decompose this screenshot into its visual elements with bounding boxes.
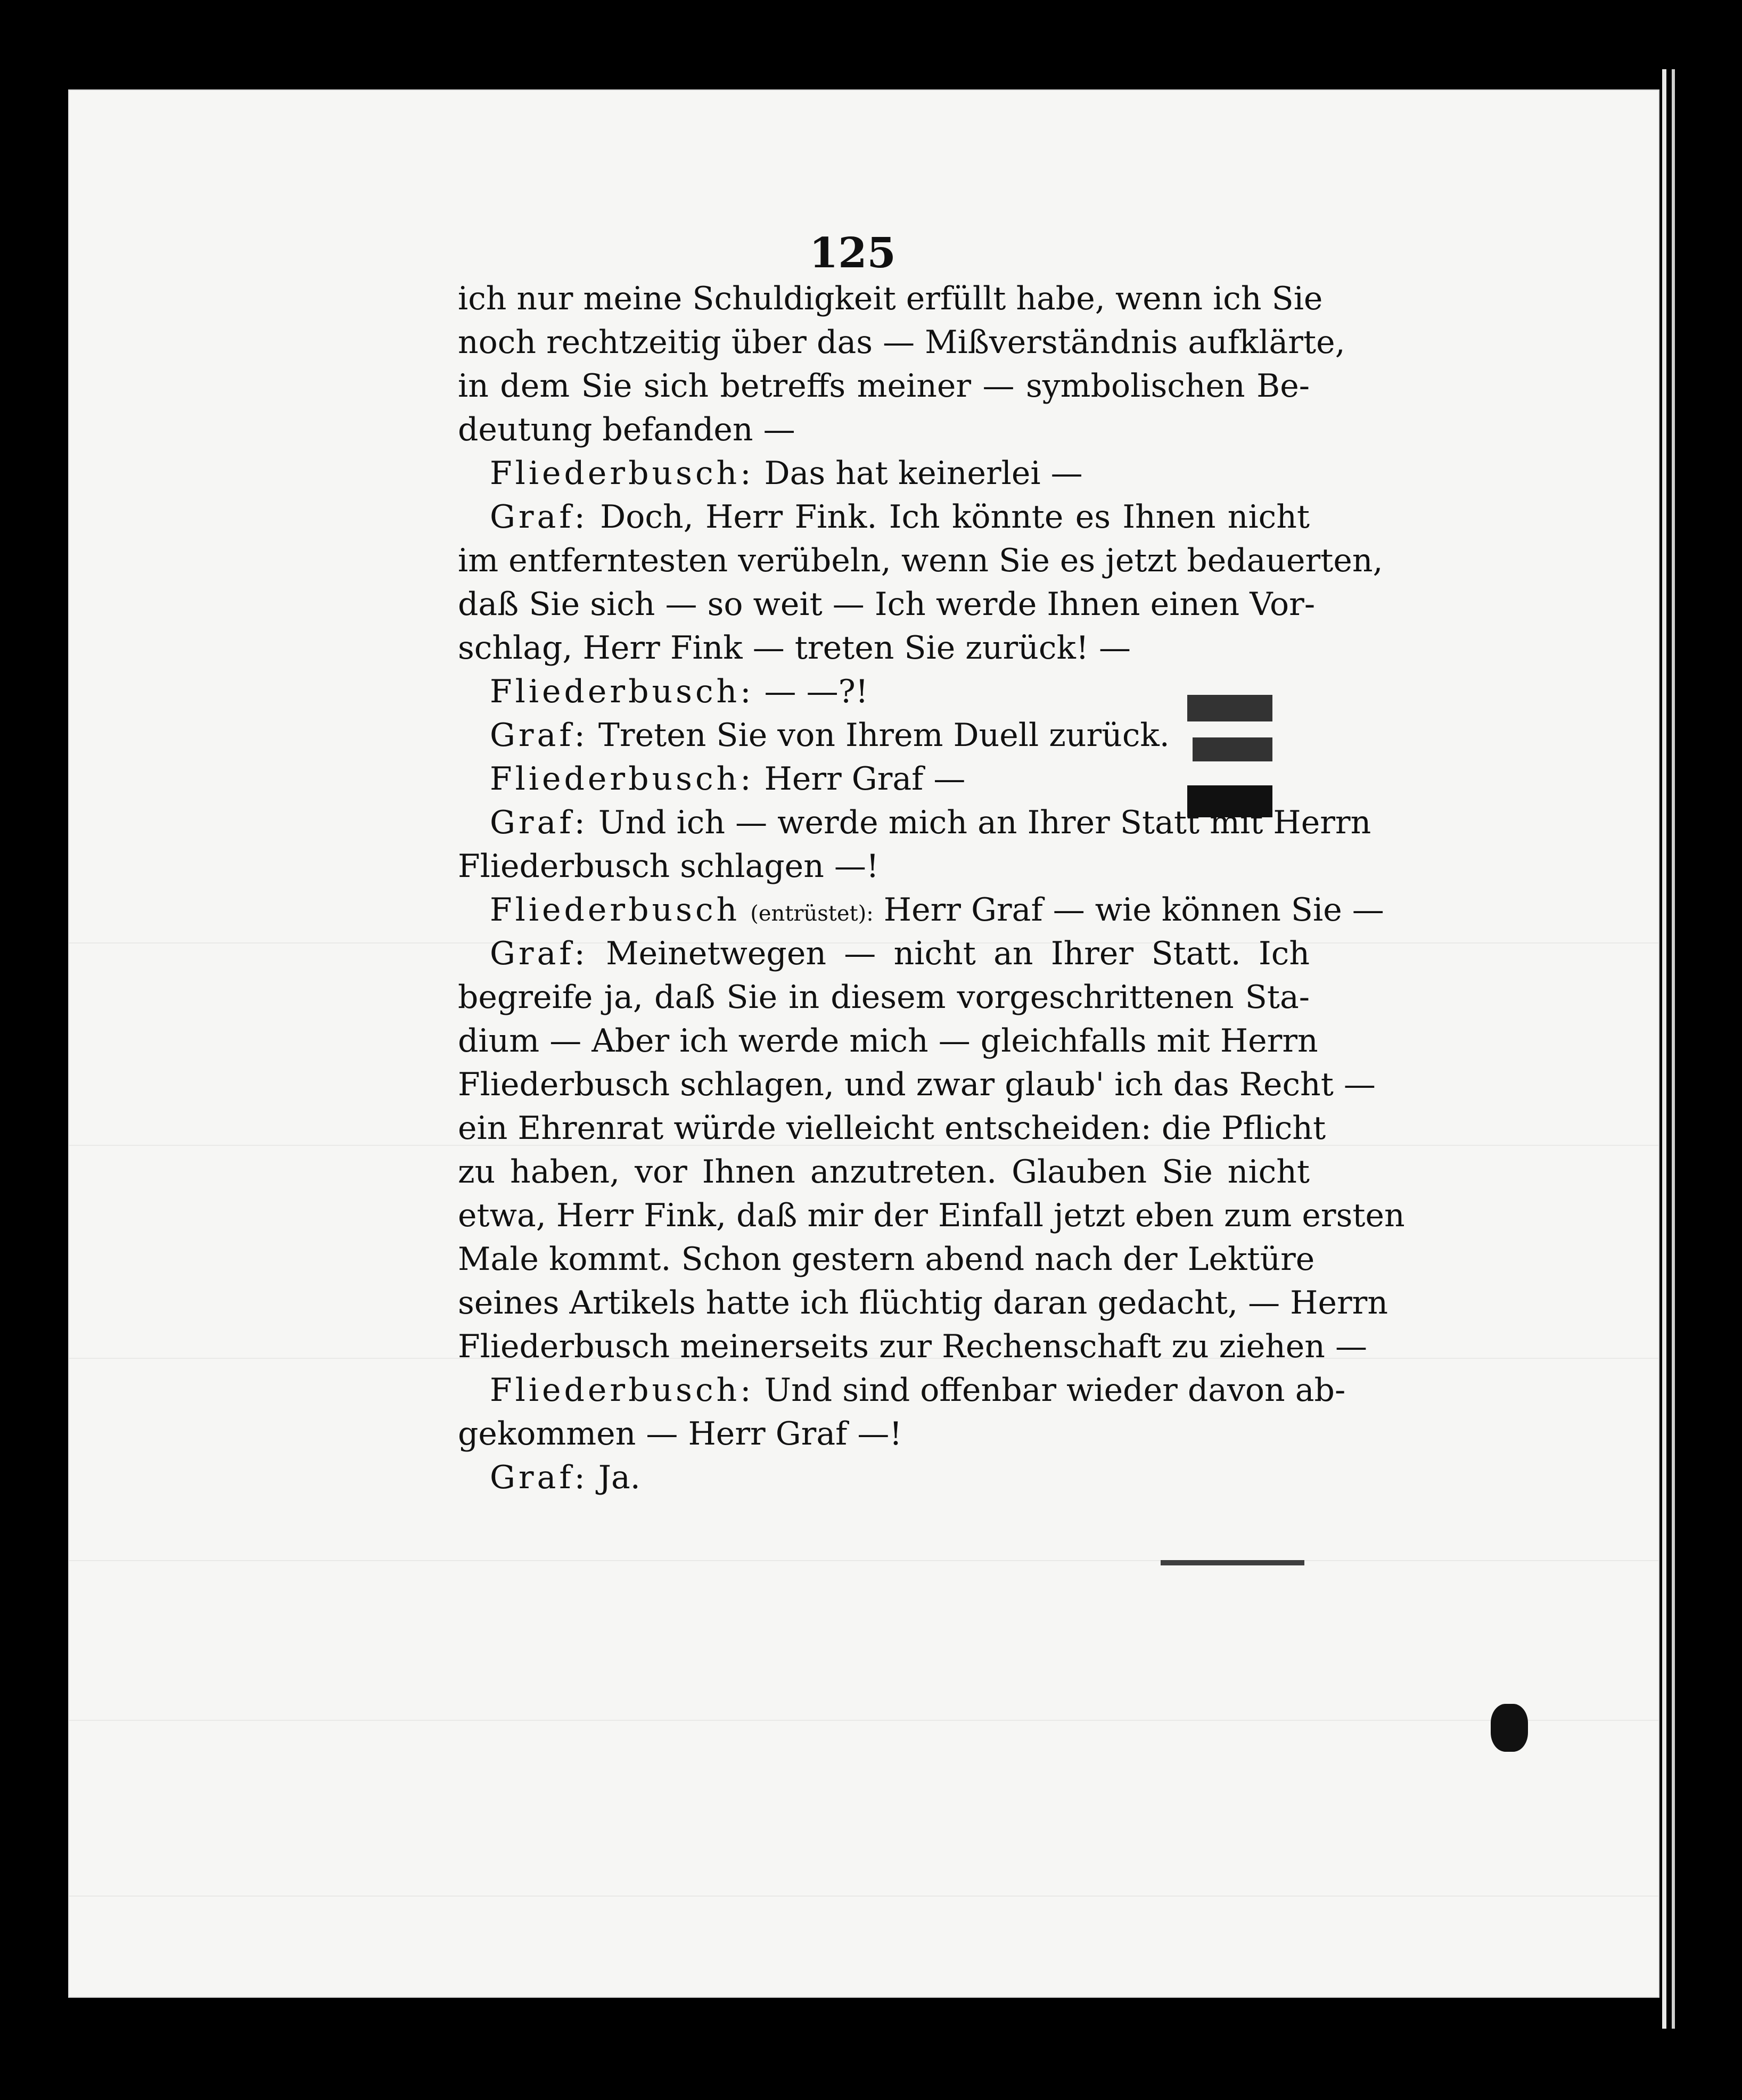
speaker-name: Fliederbusch: (490, 455, 754, 492)
text-line (458, 713, 1310, 757)
line-text: Und sind offenbar wieder davon ab- (764, 1372, 1346, 1409)
ink-blot (1491, 1704, 1528, 1752)
speaker-name: Graf: (490, 935, 588, 972)
line-text: Und ich — werde mich an Ihrer Statt mit Herrn (598, 804, 1371, 841)
line-text: deutung befanden — (458, 411, 795, 448)
line-text: Herr Graf — (764, 760, 966, 798)
ruling-line (69, 1560, 1658, 1561)
text-line (458, 1150, 1310, 1194)
text-line (458, 1019, 1318, 1063)
speaker-name: Graf: (490, 498, 588, 536)
text-line (458, 1281, 1388, 1325)
line-text: schlag, Herr Fink — treten Sie zurück! — (458, 629, 1131, 667)
line-text: dium — Aber ich werde mich — gleichfalls mit Herrn (458, 1022, 1318, 1060)
line-text: ein Ehrenrat würde vielleicht entscheiden: die Pflicht (458, 1110, 1326, 1147)
text-line (458, 408, 1310, 452)
text-line (458, 1412, 1310, 1456)
page-edge (1672, 69, 1675, 2029)
text-line (458, 1106, 1326, 1150)
text-line (458, 1325, 1367, 1368)
speaker-name: Fliederbusch: (490, 1372, 754, 1409)
speaker-name: Fliederbusch: (490, 673, 754, 710)
ink-smudge (1161, 1560, 1304, 1565)
line-text: Male kommt. Schon gestern abend nach der Lektüre (458, 1241, 1315, 1278)
text-line (458, 1063, 1376, 1106)
speaker-name: Graf: (490, 804, 588, 841)
text-line (458, 888, 1384, 932)
ruling-line (69, 1720, 1658, 1721)
line-text: Ja. (598, 1459, 640, 1496)
text-line (458, 844, 1310, 888)
line-text: gekommen — Herr Graf —! (458, 1415, 902, 1453)
line-text: Fliederbusch schlagen, und zwar glaub' ich das Recht — (458, 1066, 1376, 1103)
line-text: daß Sie sich — so weit — Ich werde Ihnen einen Vor- (458, 586, 1316, 623)
text-line (458, 583, 1316, 626)
text-line (458, 975, 1310, 1019)
text-line (458, 626, 1310, 670)
line-text: Doch, Herr Fink. Ich könnte es Ihnen nicht (600, 498, 1310, 536)
speaker-name: Graf: (490, 1459, 588, 1496)
line-text: Fliederbusch meinerseits zur Rechenschaft zu ziehen — (458, 1328, 1367, 1365)
line-text: seines Artikels hatte ich flüchtig daran gedacht, — Herrn (458, 1284, 1388, 1322)
line-text: begreife ja, daß Sie in diesem vorgeschrittenen Sta- (458, 979, 1310, 1016)
line-text: ich nur meine Schuldigkeit erfüllt habe, wenn ich Sie (458, 280, 1323, 317)
text-line (458, 321, 1345, 364)
page-number: 125 (809, 229, 896, 277)
line-text: zu haben, vor Ihnen anzutreten. Glauben Sie nicht (458, 1153, 1310, 1191)
line-text: Treten Sie von Ihrem Duell zurück. (598, 717, 1170, 754)
line-text: im entferntesten verübeln, wenn Sie es jetzt bedauerten, (458, 542, 1383, 579)
text-line (458, 801, 1371, 844)
text-line (458, 1237, 1315, 1281)
line-text: Fliederbusch schlagen —! (458, 848, 880, 885)
text-line (458, 932, 1310, 975)
stage-direction: (entrüstet): (750, 901, 874, 926)
page-edge (1662, 69, 1666, 2029)
speaker-name: Fliederbusch (490, 891, 741, 929)
text-line (458, 670, 1310, 713)
speaker-name: Graf: (490, 717, 588, 754)
line-text: Meinetwegen — nicht an Ihrer Statt. Ich (606, 935, 1310, 972)
text-line (458, 539, 1383, 583)
text-line (458, 452, 1310, 495)
text-line (458, 364, 1310, 408)
text-line (458, 757, 1310, 801)
line-text: — —?! (764, 673, 868, 710)
ruling-line (69, 1896, 1658, 1897)
text-line (458, 495, 1310, 539)
line-text: etwa, Herr Fink, daß mir der Einfall jetzt eben zum ersten (458, 1197, 1405, 1234)
text-line (458, 1368, 1346, 1412)
speaker-name: Fliederbusch: (490, 760, 754, 798)
line-text: Das hat keinerlei — (764, 455, 1083, 492)
text-block (458, 277, 1405, 1499)
text-line (458, 277, 1323, 321)
line-text: noch rechtzeitig über das — Mißverständnis aufklärte, (458, 324, 1345, 361)
line-text: Herr Graf — wie können Sie — (883, 891, 1384, 929)
text-line (458, 1194, 1405, 1237)
text-line (458, 1456, 1310, 1499)
line-text: in dem Sie sich betreffs meiner — symbolischen Be- (458, 367, 1310, 405)
